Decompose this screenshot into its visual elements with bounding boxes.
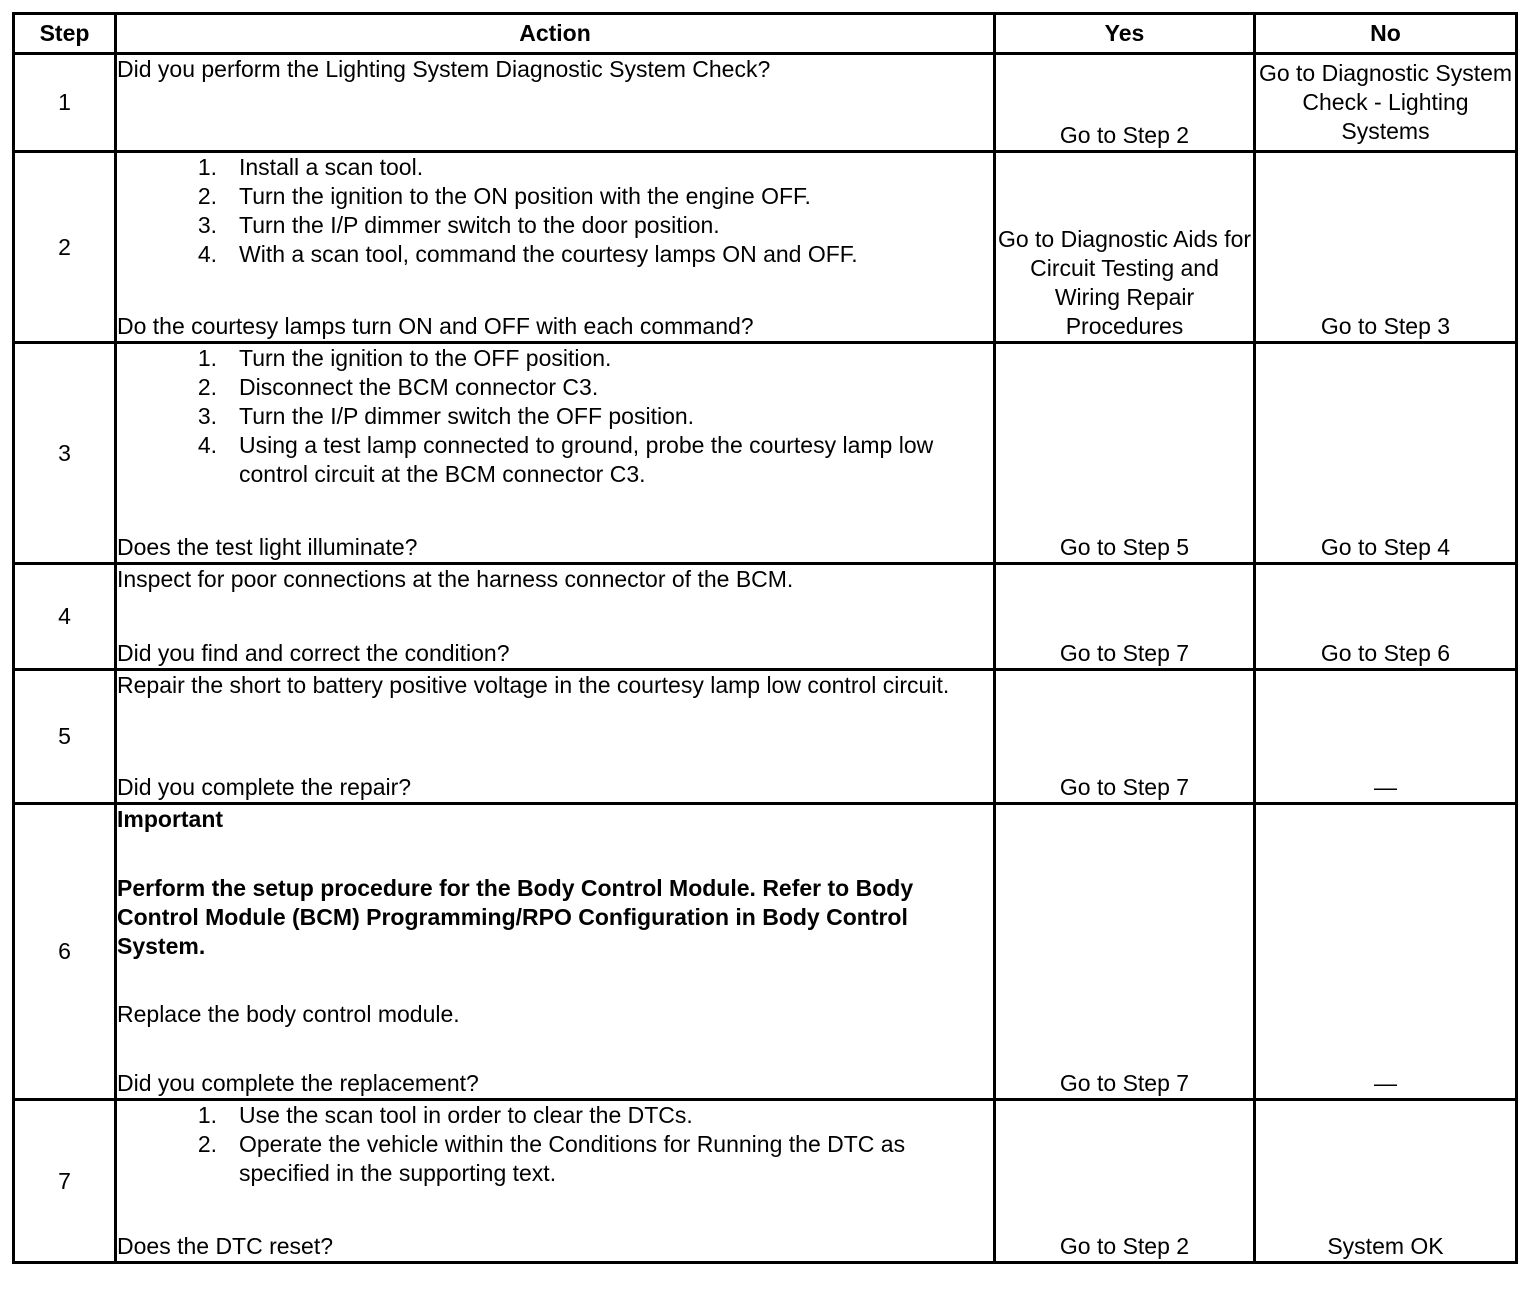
list-number: 4.	[197, 241, 217, 267]
procedure-list	[117, 344, 993, 489]
action-question: Do the courtesy lamps turn ON and OFF with each command?	[117, 313, 754, 339]
list-item	[117, 1130, 993, 1188]
list-item	[117, 1101, 993, 1130]
action-cell	[116, 152, 995, 343]
important-label: Important	[117, 806, 224, 832]
step-number: 4	[14, 564, 116, 670]
header-action: Action	[116, 14, 995, 54]
yes-cell: Go to Step 2	[995, 54, 1255, 152]
action-cell	[116, 670, 995, 804]
action-cell	[116, 564, 995, 670]
procedure-list	[117, 153, 993, 269]
list-text: Turn the ignition to the OFF position.	[239, 345, 612, 371]
list-number: 2.	[197, 183, 217, 209]
list-number: 4.	[197, 432, 217, 458]
list-item	[117, 402, 993, 431]
list-number: 3.	[197, 403, 217, 429]
yes-cell: Go to Step 7	[995, 804, 1255, 1100]
header-no: No	[1255, 14, 1517, 54]
yes-cell: Go to Diagnostic Aids for Circuit Testing and Wiring Repair Procedures	[995, 152, 1255, 343]
no-cell: System OK	[1255, 1100, 1517, 1263]
yes-cell: Go to Step 7	[995, 670, 1255, 804]
table-row	[14, 152, 1517, 343]
no-cell: Go to Step 3	[1255, 152, 1517, 343]
list-text: Use the scan tool in order to clear the DTCs.	[239, 1102, 693, 1128]
procedure-list	[117, 1101, 993, 1188]
table-row	[14, 343, 1517, 564]
list-item	[117, 431, 993, 489]
list-text: Operate the vehicle within the Conditions for Running the DTC as specified in the supporting text.	[239, 1131, 906, 1186]
header-step: Step	[14, 14, 116, 54]
action-cell	[116, 1100, 995, 1263]
list-text: Using a test lamp connected to ground, probe the courtesy lamp low control circuit at the BCM connector C3.	[239, 432, 934, 487]
action-question: Did you find and correct the condition?	[117, 640, 510, 666]
list-text: Turn the ignition to the ON position with the engine OFF.	[239, 183, 811, 209]
list-text: With a scan tool, command the courtesy lamps ON and OFF.	[239, 241, 858, 267]
step-number: 7	[14, 1100, 116, 1263]
table-row	[14, 564, 1517, 670]
list-number: 1.	[197, 345, 217, 371]
step-number: 3	[14, 343, 116, 564]
table-row	[14, 1100, 1517, 1263]
list-number: 1.	[197, 154, 217, 180]
yes-cell: Go to Step 7	[995, 564, 1255, 670]
table-header-row	[14, 14, 1517, 54]
action-instruction: Replace the body control module.	[117, 1001, 460, 1028]
list-item	[117, 153, 993, 182]
diagnostic-table	[12, 12, 1518, 1264]
header-yes: Yes	[995, 14, 1255, 54]
action-instruction: Repair the short to battery positive voltage in the courtesy lamp low control circuit.	[117, 672, 950, 698]
list-number: 2.	[197, 374, 217, 400]
list-number: 3.	[197, 212, 217, 238]
yes-cell: Go to Step 2	[995, 1100, 1255, 1263]
no-cell: —	[1255, 670, 1517, 804]
list-number: 1.	[197, 1102, 217, 1128]
list-text: Turn the I/P dimmer switch the OFF position.	[239, 403, 695, 429]
list-item	[117, 373, 993, 402]
no-cell: Go to Diagnostic System Check - Lighting Systems	[1255, 54, 1517, 152]
action-cell	[116, 343, 995, 564]
list-text: Turn the I/P dimmer switch to the door position.	[239, 212, 720, 238]
step-number: 2	[14, 152, 116, 343]
step-number: 5	[14, 670, 116, 804]
list-item	[117, 344, 993, 373]
list-item	[117, 182, 993, 211]
list-number: 2.	[197, 1131, 217, 1157]
list-item	[117, 240, 993, 269]
list-text: Install a scan tool.	[239, 154, 424, 180]
list-item	[117, 211, 993, 240]
action-question: Does the DTC reset?	[117, 1233, 334, 1259]
yes-cell: Go to Step 5	[995, 343, 1255, 564]
important-note: Perform the setup procedure for the Body Control Module. Refer to Body Control Module (BCM) Programming/RPO Configuration in Body Control System.	[117, 874, 914, 959]
diagnostic-table-container	[12, 12, 1518, 1264]
action-cell	[116, 54, 995, 152]
table-row	[14, 804, 1517, 1100]
action-question: Does the test light illuminate?	[117, 534, 418, 560]
step-number: 1	[14, 54, 116, 152]
action-instruction: Inspect for poor connections at the harness connector of the BCM.	[117, 566, 794, 592]
list-text: Disconnect the BCM connector C3.	[239, 374, 599, 400]
table-row	[14, 54, 1517, 152]
no-cell: Go to Step 6	[1255, 564, 1517, 670]
no-cell: —	[1255, 804, 1517, 1100]
action-cell	[116, 804, 995, 1100]
action-question: Did you complete the replacement?	[117, 1069, 479, 1096]
action-question: Did you perform the Lighting System Diagnostic System Check?	[117, 56, 771, 82]
action-question: Did you complete the repair?	[117, 774, 412, 800]
table-row	[14, 670, 1517, 804]
no-cell: Go to Step 4	[1255, 343, 1517, 564]
step-number: 6	[14, 804, 116, 1100]
